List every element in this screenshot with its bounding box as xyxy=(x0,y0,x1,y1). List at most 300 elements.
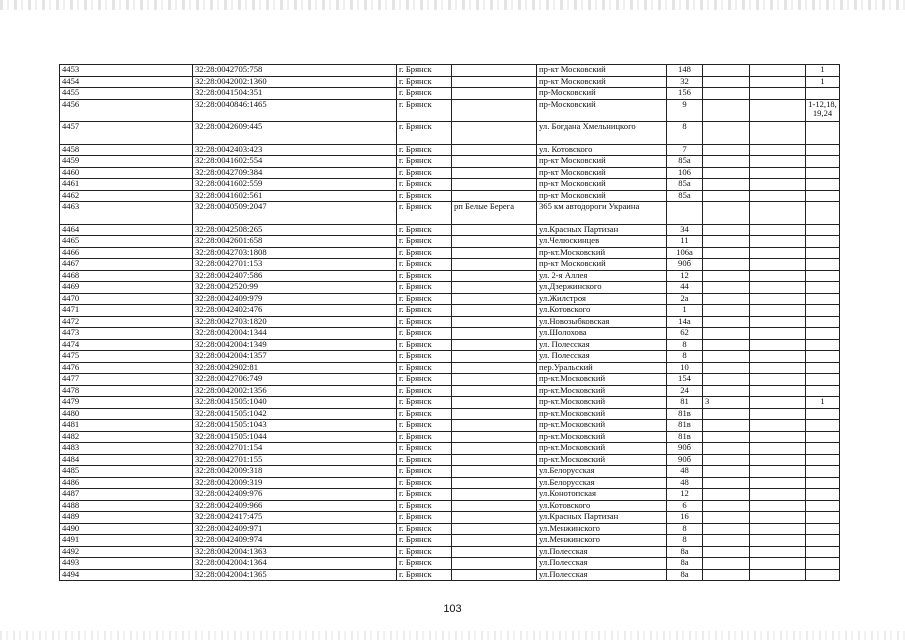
flat-cell xyxy=(806,202,840,225)
settlement-cell xyxy=(452,500,537,512)
cadastral-number: 32:28:0042002:1360 xyxy=(193,76,397,88)
letter-cell xyxy=(750,305,806,317)
letter-cell xyxy=(750,569,806,581)
city-cell: г. Брянск xyxy=(397,76,452,88)
building-cell xyxy=(703,316,750,328)
flat-cell xyxy=(806,443,840,455)
cadastral-number: 32:28:0042520:99 xyxy=(193,282,397,294)
cadastral-number: 32:28:0041505:1042 xyxy=(193,408,397,420)
letter-cell xyxy=(750,477,806,489)
letter-cell xyxy=(750,88,806,100)
flat-cell xyxy=(806,247,840,259)
building-cell xyxy=(703,305,750,317)
house-cell: 8а xyxy=(667,558,703,570)
house-cell: 1 xyxy=(667,305,703,317)
row-number: 4458 xyxy=(60,144,193,156)
letter-cell xyxy=(750,65,806,77)
flat-cell xyxy=(806,523,840,535)
street-cell: ул.Красных Партизан xyxy=(537,512,667,524)
house-cell: 8 xyxy=(667,122,703,145)
street-cell: ул.Котовского xyxy=(537,305,667,317)
cadastral-number: 32:28:0042402:476 xyxy=(193,305,397,317)
cadastral-number: 32:28:0042409:966 xyxy=(193,500,397,512)
letter-cell xyxy=(750,397,806,409)
building-cell xyxy=(703,179,750,191)
street-cell: ул. Полесская xyxy=(537,339,667,351)
street-cell: ул.Белорусская xyxy=(537,477,667,489)
flat-cell xyxy=(806,546,840,558)
house-cell: 154 xyxy=(667,374,703,386)
row-number: 4487 xyxy=(60,489,193,501)
letter-cell xyxy=(750,431,806,443)
cadastral-number: 32:28:0042609:445 xyxy=(193,122,397,145)
flat-cell xyxy=(806,385,840,397)
city-cell: г. Брянск xyxy=(397,454,452,466)
street-cell: пр-Московский xyxy=(537,99,667,122)
row-number: 4490 xyxy=(60,523,193,535)
settlement-cell xyxy=(452,167,537,179)
row-number: 4466 xyxy=(60,247,193,259)
letter-cell xyxy=(750,489,806,501)
letter-cell xyxy=(750,466,806,478)
street-cell: ул. Богдана Хмельницкого xyxy=(537,122,667,145)
flat-cell xyxy=(806,270,840,282)
table-row xyxy=(60,443,840,455)
row-number: 4468 xyxy=(60,270,193,282)
street-cell: пр-кт.Московский xyxy=(537,431,667,443)
table-row xyxy=(60,179,840,191)
letter-cell xyxy=(750,76,806,88)
building-cell xyxy=(703,420,750,432)
cadastral-number: 32:28:0042508:265 xyxy=(193,224,397,236)
house-cell: 48 xyxy=(667,477,703,489)
settlement-cell xyxy=(452,76,537,88)
house-cell: 90б xyxy=(667,443,703,455)
settlement-cell xyxy=(452,224,537,236)
house-cell: 44 xyxy=(667,282,703,294)
settlement-cell xyxy=(452,362,537,374)
flat-cell xyxy=(806,156,840,168)
settlement-cell xyxy=(452,523,537,535)
letter-cell xyxy=(750,535,806,547)
flat-cell xyxy=(806,144,840,156)
cadastral-number: 32:28:0040509:2047 xyxy=(193,202,397,225)
settlement-cell xyxy=(452,466,537,478)
street-cell: ул.Красных Партизан xyxy=(537,224,667,236)
city-cell: г. Брянск xyxy=(397,477,452,489)
settlement-cell xyxy=(452,535,537,547)
street-cell: ул.Шолохова xyxy=(537,328,667,340)
cadastral-number: 32:28:0042701:155 xyxy=(193,454,397,466)
street-cell: 365 км автодороги Украина xyxy=(537,202,667,225)
settlement-cell xyxy=(452,512,537,524)
table-row xyxy=(60,569,840,581)
row-number: 4472 xyxy=(60,316,193,328)
settlement-cell xyxy=(452,88,537,100)
settlement-cell xyxy=(452,259,537,271)
table-row xyxy=(60,362,840,374)
row-number: 4475 xyxy=(60,351,193,363)
settlement-cell xyxy=(452,558,537,570)
house-cell: 148 xyxy=(667,65,703,77)
row-number: 4455 xyxy=(60,88,193,100)
settlement-cell xyxy=(452,247,537,259)
street-cell: пр-кт Московский xyxy=(537,76,667,88)
house-cell: 62 xyxy=(667,328,703,340)
building-cell xyxy=(703,190,750,202)
flat-cell xyxy=(806,224,840,236)
city-cell: г. Брянск xyxy=(397,65,452,77)
street-cell: ул.Полесская xyxy=(537,546,667,558)
building-cell xyxy=(703,569,750,581)
settlement-cell xyxy=(452,122,537,145)
settlement-cell xyxy=(452,489,537,501)
flat-cell xyxy=(806,512,840,524)
house-cell: 32 xyxy=(667,76,703,88)
building-cell xyxy=(703,328,750,340)
row-number: 4491 xyxy=(60,535,193,547)
flat-cell xyxy=(806,179,840,191)
city-cell: г. Брянск xyxy=(397,88,452,100)
settlement-cell xyxy=(452,397,537,409)
city-cell: г. Брянск xyxy=(397,443,452,455)
cadastral-number: 32:28:0042601:658 xyxy=(193,236,397,248)
registry-table xyxy=(59,64,840,581)
letter-cell xyxy=(750,443,806,455)
building-cell: 3 xyxy=(703,397,750,409)
cadastral-number: 32:28:0042706:749 xyxy=(193,374,397,386)
cadastral-number: 32:28:0042709:384 xyxy=(193,167,397,179)
building-cell xyxy=(703,202,750,225)
table-row xyxy=(60,339,840,351)
flat-cell xyxy=(806,466,840,478)
table-row xyxy=(60,247,840,259)
building-cell xyxy=(703,156,750,168)
settlement-cell xyxy=(452,293,537,305)
table-row xyxy=(60,523,840,535)
settlement-cell xyxy=(452,270,537,282)
flat-cell xyxy=(806,535,840,547)
flat-cell xyxy=(806,408,840,420)
city-cell: г. Брянск xyxy=(397,167,452,179)
table-row xyxy=(60,500,840,512)
street-cell: ул.Новозыбковская xyxy=(537,316,667,328)
building-cell xyxy=(703,362,750,374)
building-cell xyxy=(703,351,750,363)
row-number: 4469 xyxy=(60,282,193,294)
letter-cell xyxy=(750,259,806,271)
table-row xyxy=(60,431,840,443)
cadastral-number: 32:28:0040846:1465 xyxy=(193,99,397,122)
table-row xyxy=(60,328,840,340)
building-cell xyxy=(703,236,750,248)
row-number: 4483 xyxy=(60,443,193,455)
street-cell: пр-кт.Московский xyxy=(537,374,667,386)
house-cell: 81в xyxy=(667,408,703,420)
scan-edge-bottom xyxy=(0,631,905,640)
row-number: 4479 xyxy=(60,397,193,409)
table-row xyxy=(60,466,840,478)
table-row xyxy=(60,99,840,122)
city-cell: г. Брянск xyxy=(397,558,452,570)
street-cell: пр-кт.Московский xyxy=(537,385,667,397)
cadastral-number: 32:28:0041602:559 xyxy=(193,179,397,191)
city-cell: г. Брянск xyxy=(397,144,452,156)
house-cell: 2а xyxy=(667,293,703,305)
table-row xyxy=(60,546,840,558)
flat-cell xyxy=(806,316,840,328)
flat-cell xyxy=(806,351,840,363)
flat-cell xyxy=(806,328,840,340)
city-cell: г. Брянск xyxy=(397,247,452,259)
letter-cell xyxy=(750,316,806,328)
house-cell: 90б xyxy=(667,454,703,466)
letter-cell xyxy=(750,167,806,179)
row-number: 4461 xyxy=(60,179,193,191)
letter-cell xyxy=(750,282,806,294)
building-cell xyxy=(703,385,750,397)
table-row xyxy=(60,270,840,282)
building-cell xyxy=(703,374,750,386)
house-cell: 106 xyxy=(667,167,703,179)
cadastral-number: 32:28:0041505:1043 xyxy=(193,420,397,432)
street-cell: пр-кт.Московский xyxy=(537,397,667,409)
letter-cell xyxy=(750,247,806,259)
house-cell: 9 xyxy=(667,99,703,122)
city-cell: г. Брянск xyxy=(397,202,452,225)
street-cell: ул.Белорусская xyxy=(537,466,667,478)
city-cell: г. Брянск xyxy=(397,374,452,386)
row-number: 4484 xyxy=(60,454,193,466)
street-cell: пр-кт.Московский xyxy=(537,420,667,432)
row-number: 4489 xyxy=(60,512,193,524)
row-number: 4459 xyxy=(60,156,193,168)
building-cell xyxy=(703,167,750,179)
letter-cell xyxy=(750,512,806,524)
city-cell: г. Брянск xyxy=(397,466,452,478)
building-cell xyxy=(703,466,750,478)
settlement-cell xyxy=(452,385,537,397)
street-cell: ул. 2-я Аллея xyxy=(537,270,667,282)
letter-cell xyxy=(750,236,806,248)
settlement-cell xyxy=(452,282,537,294)
letter-cell xyxy=(750,179,806,191)
city-cell: г. Брянск xyxy=(397,316,452,328)
row-number: 4476 xyxy=(60,362,193,374)
settlement-cell xyxy=(452,190,537,202)
street-cell: пр-Московский xyxy=(537,88,667,100)
settlement-cell xyxy=(452,477,537,489)
settlement-cell xyxy=(452,65,537,77)
settlement-cell xyxy=(452,339,537,351)
house-cell: 90б xyxy=(667,259,703,271)
cadastral-number: 32:28:0042409:974 xyxy=(193,535,397,547)
building-cell xyxy=(703,408,750,420)
city-cell: г. Брянск xyxy=(397,156,452,168)
row-number: 4474 xyxy=(60,339,193,351)
settlement-cell xyxy=(452,569,537,581)
letter-cell xyxy=(750,144,806,156)
flat-cell xyxy=(806,167,840,179)
cadastral-number: 32:28:0042417:475 xyxy=(193,512,397,524)
building-cell xyxy=(703,477,750,489)
city-cell: г. Брянск xyxy=(397,408,452,420)
letter-cell xyxy=(750,99,806,122)
city-cell: г. Брянск xyxy=(397,282,452,294)
row-number: 4453 xyxy=(60,65,193,77)
house-cell: 8а xyxy=(667,569,703,581)
building-cell xyxy=(703,122,750,145)
row-number: 4464 xyxy=(60,224,193,236)
city-cell: г. Брянск xyxy=(397,293,452,305)
flat-cell xyxy=(806,477,840,489)
street-cell: ул.Котовского xyxy=(537,500,667,512)
row-number: 4486 xyxy=(60,477,193,489)
building-cell xyxy=(703,546,750,558)
building-cell xyxy=(703,270,750,282)
city-cell: г. Брянск xyxy=(397,385,452,397)
city-cell: г. Брянск xyxy=(397,431,452,443)
letter-cell xyxy=(750,351,806,363)
flat-cell: 1 xyxy=(806,76,840,88)
house-cell: 156 xyxy=(667,88,703,100)
cadastral-number: 32:28:0042703:1808 xyxy=(193,247,397,259)
flat-cell xyxy=(806,339,840,351)
cadastral-number: 32:28:0042409:979 xyxy=(193,293,397,305)
letter-cell xyxy=(750,546,806,558)
city-cell: г. Брянск xyxy=(397,489,452,501)
building-cell xyxy=(703,535,750,547)
flat-cell xyxy=(806,282,840,294)
street-cell: ул. Полесская xyxy=(537,351,667,363)
building-cell xyxy=(703,224,750,236)
street-cell: ул.Конотопская xyxy=(537,489,667,501)
house-cell: 11 xyxy=(667,236,703,248)
table-row xyxy=(60,202,840,225)
row-number: 4488 xyxy=(60,500,193,512)
cadastral-number: 32:28:0042004:1344 xyxy=(193,328,397,340)
building-cell xyxy=(703,144,750,156)
table-row xyxy=(60,351,840,363)
letter-cell xyxy=(750,500,806,512)
row-number: 4494 xyxy=(60,569,193,581)
letter-cell xyxy=(750,558,806,570)
city-cell: г. Брянск xyxy=(397,259,452,271)
table-row xyxy=(60,190,840,202)
flat-cell xyxy=(806,558,840,570)
settlement-cell xyxy=(452,374,537,386)
table-row xyxy=(60,76,840,88)
row-number: 4473 xyxy=(60,328,193,340)
table-row xyxy=(60,316,840,328)
flat-cell xyxy=(806,362,840,374)
house-cell: 81 xyxy=(667,397,703,409)
table-row xyxy=(60,65,840,77)
row-number: 4465 xyxy=(60,236,193,248)
settlement-cell xyxy=(452,328,537,340)
cadastral-number: 32:28:0042409:971 xyxy=(193,523,397,535)
house-cell: 14а xyxy=(667,316,703,328)
settlement-cell: рп Белые Берега xyxy=(452,202,537,225)
city-cell: г. Брянск xyxy=(397,236,452,248)
table-row xyxy=(60,477,840,489)
row-number: 4467 xyxy=(60,259,193,271)
building-cell xyxy=(703,454,750,466)
cadastral-number: 32:28:0041602:561 xyxy=(193,190,397,202)
street-cell: ул.Полесская xyxy=(537,558,667,570)
cadastral-number: 32:28:0041505:1040 xyxy=(193,397,397,409)
cadastral-number: 32:28:0041504:351 xyxy=(193,88,397,100)
page-number: 103 xyxy=(443,603,462,615)
settlement-cell xyxy=(452,420,537,432)
letter-cell xyxy=(750,156,806,168)
row-number: 4463 xyxy=(60,202,193,225)
city-cell: г. Брянск xyxy=(397,328,452,340)
cadastral-number: 32:28:0042403:423 xyxy=(193,144,397,156)
flat-cell xyxy=(806,293,840,305)
house-cell: 24 xyxy=(667,385,703,397)
table-row xyxy=(60,374,840,386)
house-cell: 106а xyxy=(667,247,703,259)
letter-cell xyxy=(750,454,806,466)
city-cell: г. Брянск xyxy=(397,362,452,374)
house-cell: 8 xyxy=(667,339,703,351)
settlement-cell xyxy=(452,179,537,191)
settlement-cell xyxy=(452,99,537,122)
row-number: 4480 xyxy=(60,408,193,420)
city-cell: г. Брянск xyxy=(397,420,452,432)
table-row xyxy=(60,122,840,145)
row-number: 4462 xyxy=(60,190,193,202)
letter-cell xyxy=(750,408,806,420)
house-cell: 85а xyxy=(667,179,703,191)
street-cell: ул.Жилстроя xyxy=(537,293,667,305)
street-cell: пр-кт.Московский xyxy=(537,408,667,420)
street-cell: пр-кт Московский xyxy=(537,167,667,179)
building-cell xyxy=(703,99,750,122)
house-cell xyxy=(667,202,703,225)
cadastral-number: 32:28:0042004:1364 xyxy=(193,558,397,570)
table-row xyxy=(60,305,840,317)
table-row xyxy=(60,512,840,524)
cadastral-number: 32:28:0042004:1357 xyxy=(193,351,397,363)
registry-body xyxy=(60,65,840,581)
table-row xyxy=(60,167,840,179)
flat-cell xyxy=(806,489,840,501)
city-cell: г. Брянск xyxy=(397,224,452,236)
building-cell xyxy=(703,76,750,88)
letter-cell xyxy=(750,374,806,386)
settlement-cell xyxy=(452,236,537,248)
row-number: 4477 xyxy=(60,374,193,386)
row-number: 4456 xyxy=(60,99,193,122)
street-cell: ул.Дзержинского xyxy=(537,282,667,294)
house-cell: 81в xyxy=(667,431,703,443)
street-cell: ул.Менжинского xyxy=(537,535,667,547)
table-row xyxy=(60,224,840,236)
scan-edge-top xyxy=(0,0,905,10)
letter-cell xyxy=(750,385,806,397)
table-row xyxy=(60,454,840,466)
row-number: 4460 xyxy=(60,167,193,179)
city-cell: г. Брянск xyxy=(397,122,452,145)
city-cell: г. Брянск xyxy=(397,397,452,409)
building-cell xyxy=(703,259,750,271)
cadastral-number: 32:28:0042009:318 xyxy=(193,466,397,478)
flat-cell xyxy=(806,454,840,466)
building-cell xyxy=(703,558,750,570)
settlement-cell xyxy=(452,408,537,420)
